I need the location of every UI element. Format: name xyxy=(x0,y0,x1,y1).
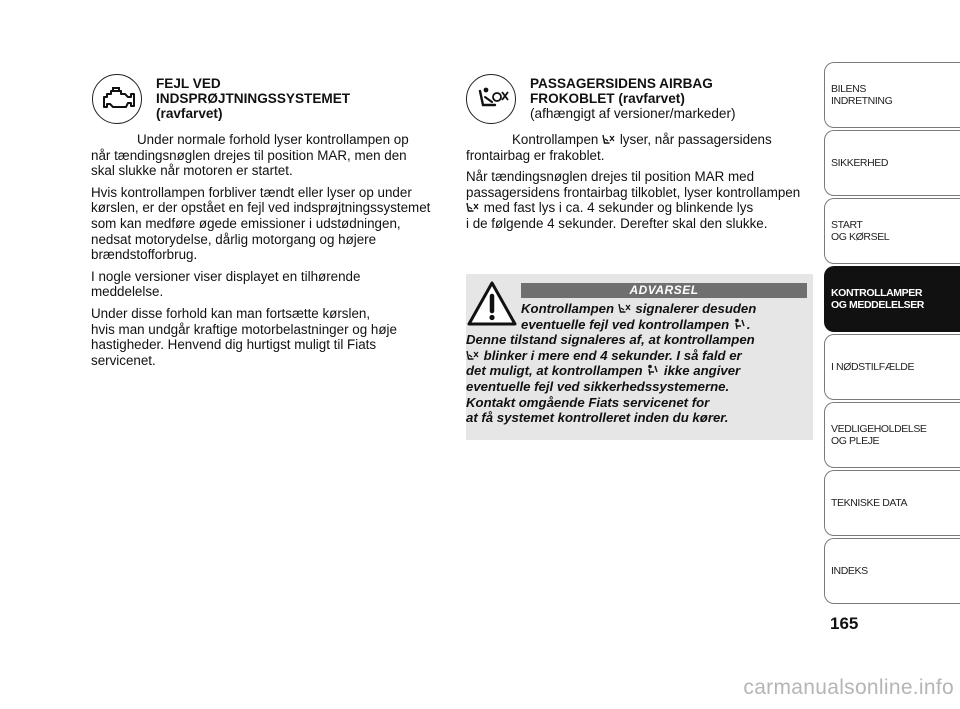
chapter-tab-label: KONTROLLAMPER OG MEDDELELSER xyxy=(831,287,924,311)
passenger-airbag-off-icon xyxy=(467,75,515,123)
chapter-tab-label: TEKNISKE DATA xyxy=(831,497,908,509)
chapter-tab-label: START OG KØRSEL xyxy=(831,219,890,243)
paragraph: I nogle versioner viser displayet en tilhørende meddelelse. xyxy=(91,268,361,300)
paragraph: Under normale forhold lyser kontrollampen op når tændingsnøglen drejes til position MAR, men den skal slukke når motoren er startet. xyxy=(91,132,409,179)
chapter-tab[interactable] xyxy=(824,198,960,264)
airbag-section-title: PASSAGERSIDENS AIRBAG FROKOBLET (ravfarvet) (afhængigt af versioner/markeder) xyxy=(530,76,736,121)
chapter-tab[interactable] xyxy=(824,470,960,536)
page-number: 165 xyxy=(830,614,859,633)
airbag-fault-icon xyxy=(733,318,747,331)
chapter-tab-label: BILENS INDRETNING xyxy=(831,83,893,107)
engine-icon xyxy=(93,75,141,123)
chapter-tab-label: INDEKS xyxy=(831,565,868,577)
airbag-section-body xyxy=(466,132,816,238)
chapter-tab-label: SIKKERHED xyxy=(831,157,889,169)
chapter-tab[interactable] xyxy=(824,62,960,128)
passenger-airbag-off-icon xyxy=(618,302,632,315)
airbag-lamp-badge xyxy=(466,74,516,124)
chapter-tab[interactable] xyxy=(824,402,960,468)
paragraph: Kontrollampen lyser, når passagersidens frontairbag er frakoblet. xyxy=(466,132,772,163)
engine-section-body xyxy=(91,132,441,374)
engine-section-title: FEJL VED INDSPRØJTNINGSSYSTEMET (ravfarvet) xyxy=(156,76,351,121)
paragraph: Under disse forhold kan man fortsætte kørslen, hvis man undgår kraftige motorbelastninger og høje hastigheder. Henvend dig hurtigst muligt til Fiats servicenet. xyxy=(91,305,397,368)
chapter-tab-label: I NØDSTILFÆLDE xyxy=(831,361,915,373)
passenger-airbag-off-icon xyxy=(466,349,480,362)
chapter-tab[interactable] xyxy=(824,130,960,196)
passenger-airbag-off-icon xyxy=(466,201,480,214)
chapter-tab[interactable] xyxy=(824,334,960,400)
warning-text: Kontrollampen signalerer desuden eventuelle fejl ved kontrollampen . Denne tilstand signaleres af, at kontrollampen blinker i mere end 4 sekunder. I så fald er det muligt, at kontrollampen ikke angiver eventuelle fejl ved sikkerhedssystemerne. Kontakt omgående Fiats servicenet for at få systemet kontrolleret inden du kører. xyxy=(466,301,757,426)
paragraph: Når tændingsnøglen drejes til position MAR med passagersidens frontairbag tilkoblet, lyser kontrollampen med fast lys i ca. 4 sekunder og blinkende lys i de følgende 4 sekunder. Derefter skal den slukke. xyxy=(466,169,801,231)
chapter-tab[interactable] xyxy=(824,538,960,604)
airbag-fault-icon xyxy=(646,364,660,377)
warning-label: ADVARSEL xyxy=(521,283,807,298)
chapter-tab[interactable] xyxy=(824,266,960,332)
watermark: carmanualsonline.info xyxy=(743,676,954,699)
paragraph: Hvis kontrollampen forbliver tændt eller lyser op under kørslen, er der opstået en fejl ved indsprøjtningssystemet som kan medføre øgede emissioner i udstødningen, nedsat motorydelse, dårlig motorgang og højere brændstofforbrug. xyxy=(91,184,431,263)
engine-lamp-badge xyxy=(92,74,142,124)
passenger-airbag-off-icon xyxy=(602,133,616,146)
chapter-tab-label: VEDLIGEHOLDELSE OG PLEJE xyxy=(831,423,927,447)
